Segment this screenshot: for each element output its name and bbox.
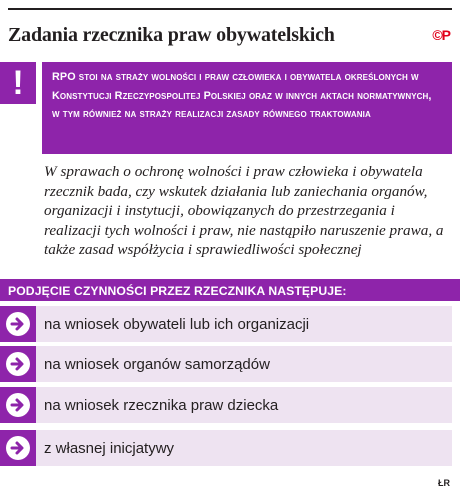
- page-title: Zadania rzecznika praw obywatelskich: [8, 24, 335, 46]
- credit: ŁR: [438, 478, 450, 488]
- list-item: [0, 346, 452, 382]
- notice-text: RPO stoi na straży wolności i praw człowieka i obywatela określonych w Konstytucji Rzeczypospolitej Polskiej oraz w innych aktach normatywnych, w tym również na straży realizacji zasady równego traktowania: [52, 71, 432, 120]
- list-item-label: na wniosek obywateli lub ich organizacji: [44, 315, 310, 333]
- list-item: [0, 306, 452, 342]
- notice-box: [42, 62, 452, 154]
- body-paragraph: W sprawach o ochronę wolności i praw człowieka i obywatela rzecznik bada, czy wskutek działania lub zaniechania organów, organizacji i instytucji, obowiązanych do przestrzegania i realizacji tych wolności i praw, nie nastąpiło naruszenie prawa, a także zasad współżycia i sprawiedliwości społecznej: [44, 163, 444, 258]
- section-label: PODJĘCIE CZYNNOŚCI PRZEZ RZECZNIKA NASTĘPUJE:: [8, 284, 347, 298]
- arrow-right-circle-icon: [0, 430, 36, 466]
- arrow-right-circle-icon: [0, 306, 36, 342]
- exclamation-icon: !: [12, 63, 24, 102]
- section-header: [0, 279, 460, 301]
- list-item: [0, 430, 452, 466]
- arrow-right-circle-icon: [0, 387, 36, 423]
- list-item-label: na wniosek organów samorządów: [44, 355, 270, 373]
- brand-logo: ©P: [432, 27, 450, 43]
- arrow-right-circle-icon: [0, 346, 36, 382]
- list-item-label: z własnej inicjatywy: [44, 439, 175, 457]
- list-item: [0, 387, 452, 423]
- top-rule: [8, 8, 452, 10]
- alert-box: [0, 62, 36, 104]
- list-item-label: na wniosek rzecznika praw dziecka: [44, 396, 279, 414]
